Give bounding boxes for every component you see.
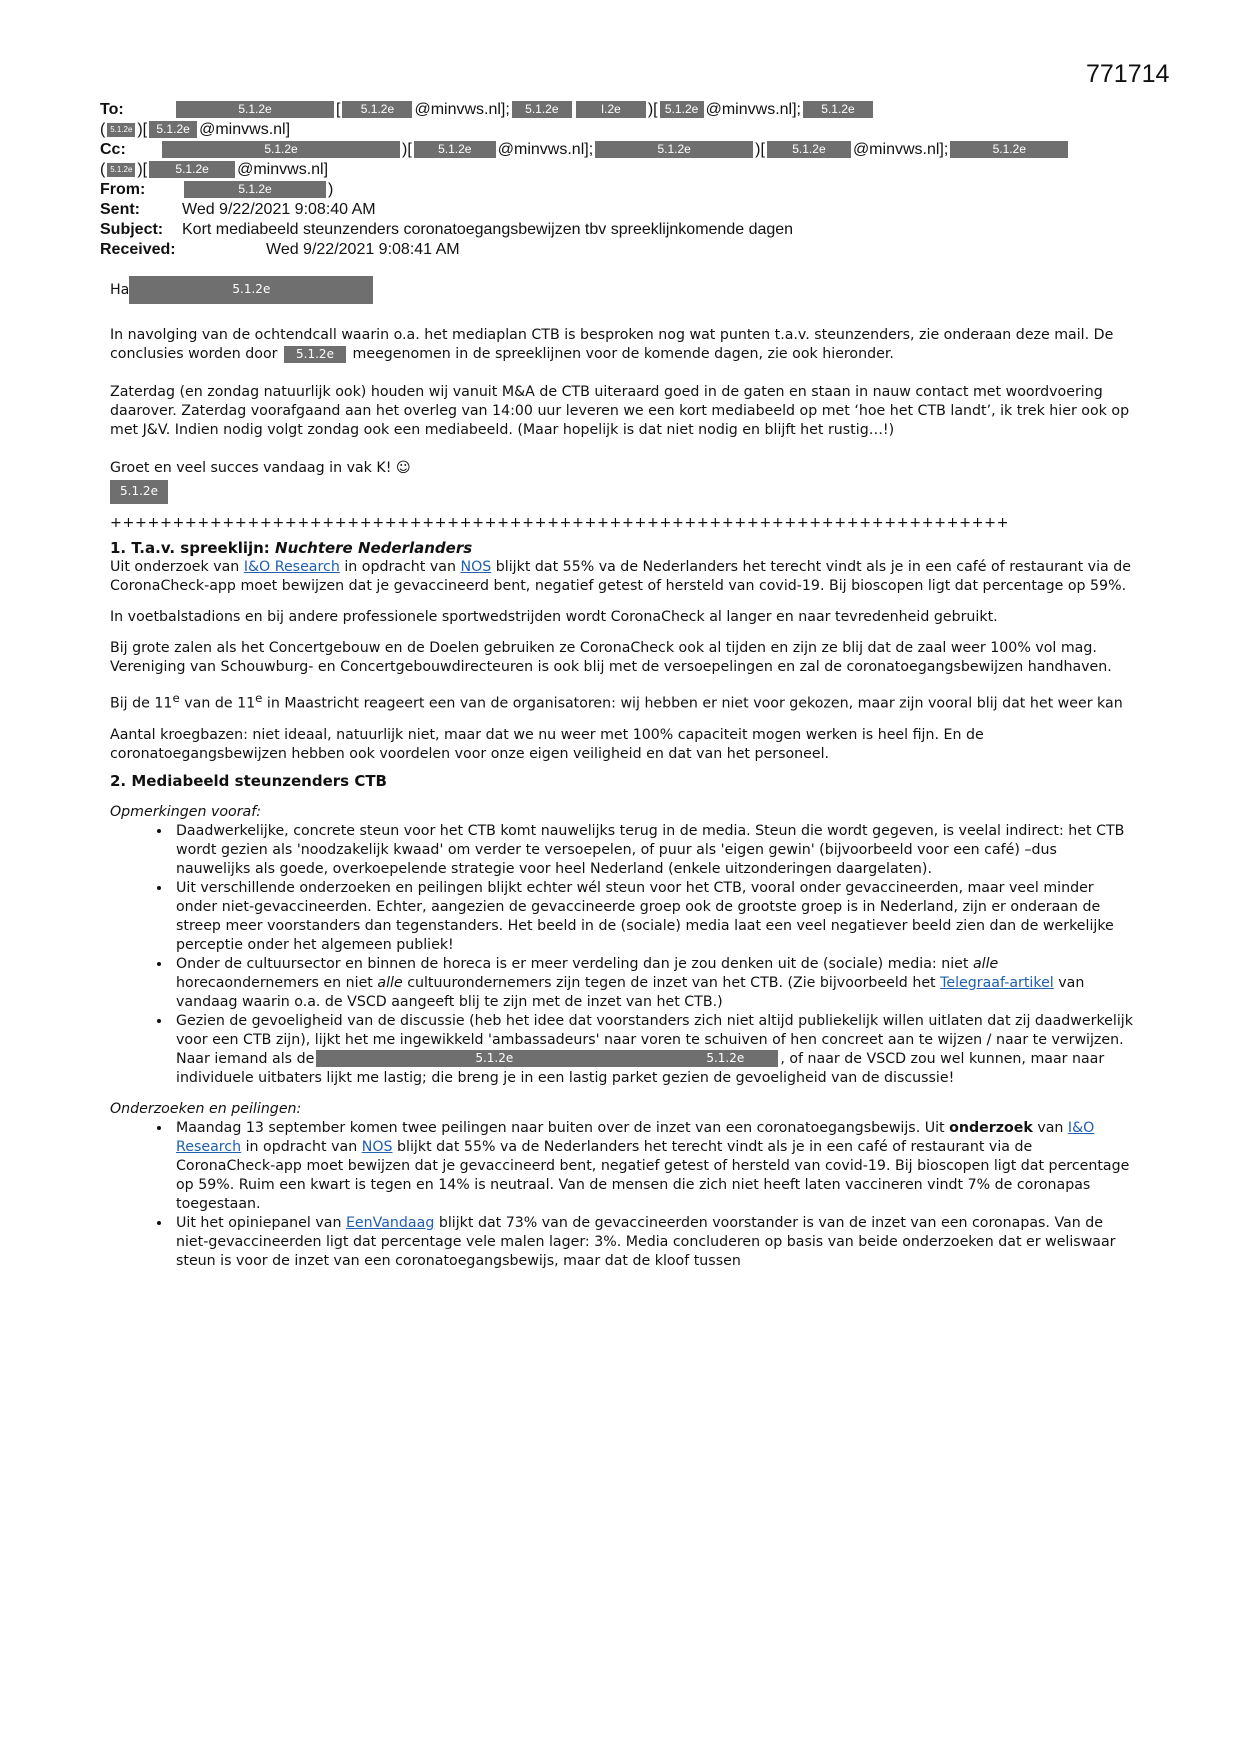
redaction-block: 5.1.2e xyxy=(149,161,235,178)
redaction-block: 5.1.2e xyxy=(176,101,334,118)
subject-value: Kort mediabeeld steunzenders coronatoegangsbewijzen tbv spreeklijnkomende dagen xyxy=(182,221,794,238)
from-label: From: xyxy=(100,181,146,198)
nos-link[interactable]: NOS xyxy=(460,559,492,575)
section-1-paragraph-5: Aantal kroegbazen: niet ideaal, natuurlijk niet, maar dat we nu weer met 100% capaciteit mogen werken is heel fijn. En de coronatoegangsbewijzen hebben ook voordelen voor onze eigen veiligheid en dat van het personeel. xyxy=(110,726,984,762)
cc-label: Cc: xyxy=(100,141,126,158)
nos-link[interactable]: NOS xyxy=(361,1138,393,1155)
list-item: • Uit het opiniepanel van EenVandaag blijkt dat 73% van de gevaccineerden voorstander is van de inzet van een coronapas. Van de niet-gevaccineerden ligt dat percentage vele malen lager: 3%. Media concluderen op basis van beide onderzoeken dat er weliswaar steun is voor de inzet van een coronatoegangsbewijs, maar dat de kloof tussen xyxy=(172,1214,1135,1271)
telegraaf-link[interactable]: Telegraaf-artikel xyxy=(940,974,1054,991)
closing-line: Groet en veel succes vandaag in vak K! ☺ xyxy=(110,460,411,476)
email-domain: @minvws.nl]; xyxy=(414,101,510,118)
email-body xyxy=(110,276,1135,1271)
list-item: • Maandag 13 september komen twee peilingen naar buiten over de inzet van een coronatoegangsbewijs. Uit onderzoek van I&O Research in opdracht van NOS blijkt dat 55% va de Nederlanders het terecht vindt als je in een café of restaurant via de CoronaCheck-app moet bewijzen dat je gevaccineerd bent, negatief getest of hersteld van covid-19. Bij bioscopen ligt dat percentage op 59%. Ruim een kwart is tegen en 14% is neutraal. Van de mensen die zich niet heeft laten vaccineren vindt 7% de coronapas toegestaan. xyxy=(172,1119,1135,1214)
redaction-block: 5.1.2e xyxy=(149,121,197,138)
paren: )[ xyxy=(137,161,148,178)
redaction-block: 5.1.2e xyxy=(162,141,400,158)
subject-label: Subject: xyxy=(100,221,164,238)
sent-value: Wed 9/22/2021 9:08:40 AM xyxy=(182,201,376,218)
section-2-subtitle-2: Onderzoeken en peilingen: xyxy=(110,1100,302,1117)
bracket: )[ xyxy=(647,101,658,118)
bracket: )[ xyxy=(755,141,765,158)
section-2-subtitle-1: Opmerkingen vooraf: xyxy=(110,803,261,820)
paren: ( xyxy=(100,121,106,138)
redaction-block: 5.1.2e xyxy=(660,101,704,118)
section-1-paragraph-3: Bij grote zalen als het Concertgebouw en de Doelen gebruiken ze CoronaCheck ook al tijden en zijn ze blij dat de zaal weer 100% vol mag. Vereniging van Schouwburg- en Concertgebouwdirecteuren is ook blij met de versoepelingen en zal de coronatoegangsbewijzen handhaven. xyxy=(110,640,1112,675)
section-1-title: 1. T.a.v. spreeklijn: Nuchtere Nederlanders xyxy=(110,539,473,557)
received-line xyxy=(100,240,1150,260)
redaction-block: 5.1.2e xyxy=(184,181,326,198)
cc-line-2 xyxy=(100,160,1150,180)
redaction-block: 5.1.2e xyxy=(595,141,753,158)
section-1-paragraph-2: In voetbalstadions en bij andere professionele sportwedstrijden wordt CoronaCheck al langer en naar tevredenheid gebruikt. xyxy=(110,609,998,625)
received-label: Received: xyxy=(100,241,176,258)
redaction-block: 5.1.2e xyxy=(672,1050,778,1067)
weekend-paragraph: Zaterdag (en zondag natuurlijk ook) houden wij vanuit M&A de CTB uiteraard goed in de gaten en staan in nauw contact met woordvoering daarover. Zaterdag voorafgaand aan het overleg van 14:00 uur leveren we een kort mediabeeld op met ‘hoe het CTB landt’, ik trek hier ook op met J&V. Indien nodig volgt zondag ook een mediabeeld. (Maar hopelijk is dat niet nodig en blijft het rustig…!) xyxy=(110,384,1130,438)
list-item: • Uit verschillende onderzoeken en peilingen blijkt echter wél steun voor het CTB, vooral onder gevaccineerden, maar veel minder onder niet-gevaccineerden. Echter, aangezien de gevaccineerde groep ook de grootste groep is in Nederland, zijn er onderaan de streep meer voorstanders dan tegenstanders. Het beeld in de (sociale) media laat een veel negatiever beeld zien dan de werkelijke perceptie onder het algemeen publiek! xyxy=(172,879,1135,955)
section-1-paragraph-4: Bij de 11e van de 11e in Maastricht reageert een van de organisatoren: wij hebben er niet voor gekozen, maar zijn vooral blij dat het weer kan xyxy=(110,691,1123,712)
redaction-block: 5.1.2e xyxy=(512,101,572,118)
redaction-block: 5.1.2e xyxy=(767,141,851,158)
document-number: 771714 xyxy=(1086,60,1170,88)
received-value: Wed 9/22/2021 9:08:41 AM xyxy=(266,241,460,258)
paren: ) xyxy=(328,181,334,198)
list-item: • Onder de cultuursector en binnen de horeca is er meer verdeling dan je zou denken uit de (sociale) media: niet alle horecaondernemers en niet alle cultuurondernemers zijn tegen de inzet van het CTB. (Zie bijvoorbeeld het Telegraaf-artikel van vandaag waarin o.a. de VSCD aangeeft blij te zijn met de inzet van het CTB.) xyxy=(172,955,1135,1012)
redaction-block: 5.1.2e xyxy=(107,163,135,177)
to-label: To: xyxy=(100,101,124,118)
list-item: • Gezien de gevoeligheid van de discussie (heb het idee dat voorstanders zich niet altijd publiekelijk willen uitlaten dat zij daadwerkelijk voor een CTB zijn), lijkt het me ingewikkeld 'ambassadeurs' naar voren te schuiven of hen concreet aan te wijzen / naar te verwijzen. Naar iemand als de 5.1.2e 5.1.2e , of naar de VSCD zou wel kunnen, maar naar individuele uitbaters lijkt me lastig; die breng je in een lastig parket gezien de gevoeligheid van de discussie! xyxy=(172,1012,1135,1088)
redaction-block: 5.1.2e xyxy=(284,346,346,363)
greeting-line xyxy=(110,276,1135,304)
eenvandaag-link[interactable]: EenVandaag xyxy=(345,1214,435,1231)
greeting: Ha xyxy=(110,282,130,298)
email-domain: @minvws.nl] xyxy=(237,161,329,178)
email-domain: @minvws.nl]; xyxy=(852,141,949,158)
redaction-block: 5.1.2e xyxy=(107,123,135,137)
subject-line xyxy=(100,220,1150,240)
to-line-2 xyxy=(100,120,1150,140)
intro-paragraph: In navolging van de ochtendcall waarin o.a. het mediaplan CTB is besproken nog wat punten t.a.v. steunzenders, zie onderaan deze mail. De conclusies worden door 5.1.2e meegenomen in de spreeklijnen voor de komende dagen, zie ook hieronder. xyxy=(110,327,1114,362)
section-2-title: 2. Mediabeeld steunzenders CTB xyxy=(110,771,387,790)
email-header xyxy=(100,100,1150,260)
list-item: • Daadwerkelijke, concrete steun voor het CTB komt nauwelijks terug in de media. Steun die wordt gegeven, is veelal indirect: het CTB wordt gezien als 'noodzakelijk kwaad' om verder te versoepelen, of puur als 'eigen gewin' (bijvoorbeeld voor een café) –dus nauwelijks als goede, overkoepelende strategie voor heel Nederland (enkele uitzonderingen daargelaten). xyxy=(172,822,1135,879)
signature-line xyxy=(110,480,1135,504)
paren: )[ xyxy=(137,121,148,138)
section-1-paragraph-1: Uit onderzoek van I&O Research in opdracht van NOS blijkt dat 55% va de Nederlanders het terecht vindt als je in een café of restaurant via de CoronaCheck-app moet bewijzen dat je gevaccineerd bent, negatief getest of hersteld van covid-19. Bij bioscopen ligt dat percentage op 59%. xyxy=(110,559,1131,594)
cc-line xyxy=(100,140,1150,160)
sent-line xyxy=(100,200,1150,220)
to-line xyxy=(100,100,1150,120)
remarks-list xyxy=(110,822,1135,1088)
redaction-block: 5.1.2e xyxy=(950,141,1068,158)
separator-line: ++++++++++++++++++++++++++++++++++++++++++++++++++++++++++++++++++++++++ xyxy=(110,515,1010,531)
redaction-block: 5.1.2e xyxy=(316,1050,672,1067)
email-domain: @minvws.nl] xyxy=(199,121,291,138)
paren: ( xyxy=(100,161,106,178)
redaction-block: 5.1.2e xyxy=(129,276,373,304)
redaction-block: 5.1.2e xyxy=(414,141,496,158)
sent-label: Sent: xyxy=(100,201,140,218)
email-domain: @minvws.nl]; xyxy=(705,101,801,118)
io-research-link[interactable]: I&O Research xyxy=(176,1119,1095,1155)
research-list xyxy=(110,1119,1135,1271)
redaction-block: 5.1.2e xyxy=(342,101,412,118)
email-domain: @minvws.nl]; xyxy=(497,141,594,158)
bracket: [ xyxy=(336,101,341,118)
from-line xyxy=(100,180,1150,200)
redaction-block: 5.1.2e xyxy=(803,101,873,118)
io-research-link[interactable]: I&O Research xyxy=(243,559,340,575)
bracket: )[ xyxy=(402,141,412,158)
redaction-block: I.2e xyxy=(576,101,646,118)
redaction-block: 5.1.2e xyxy=(110,480,168,504)
